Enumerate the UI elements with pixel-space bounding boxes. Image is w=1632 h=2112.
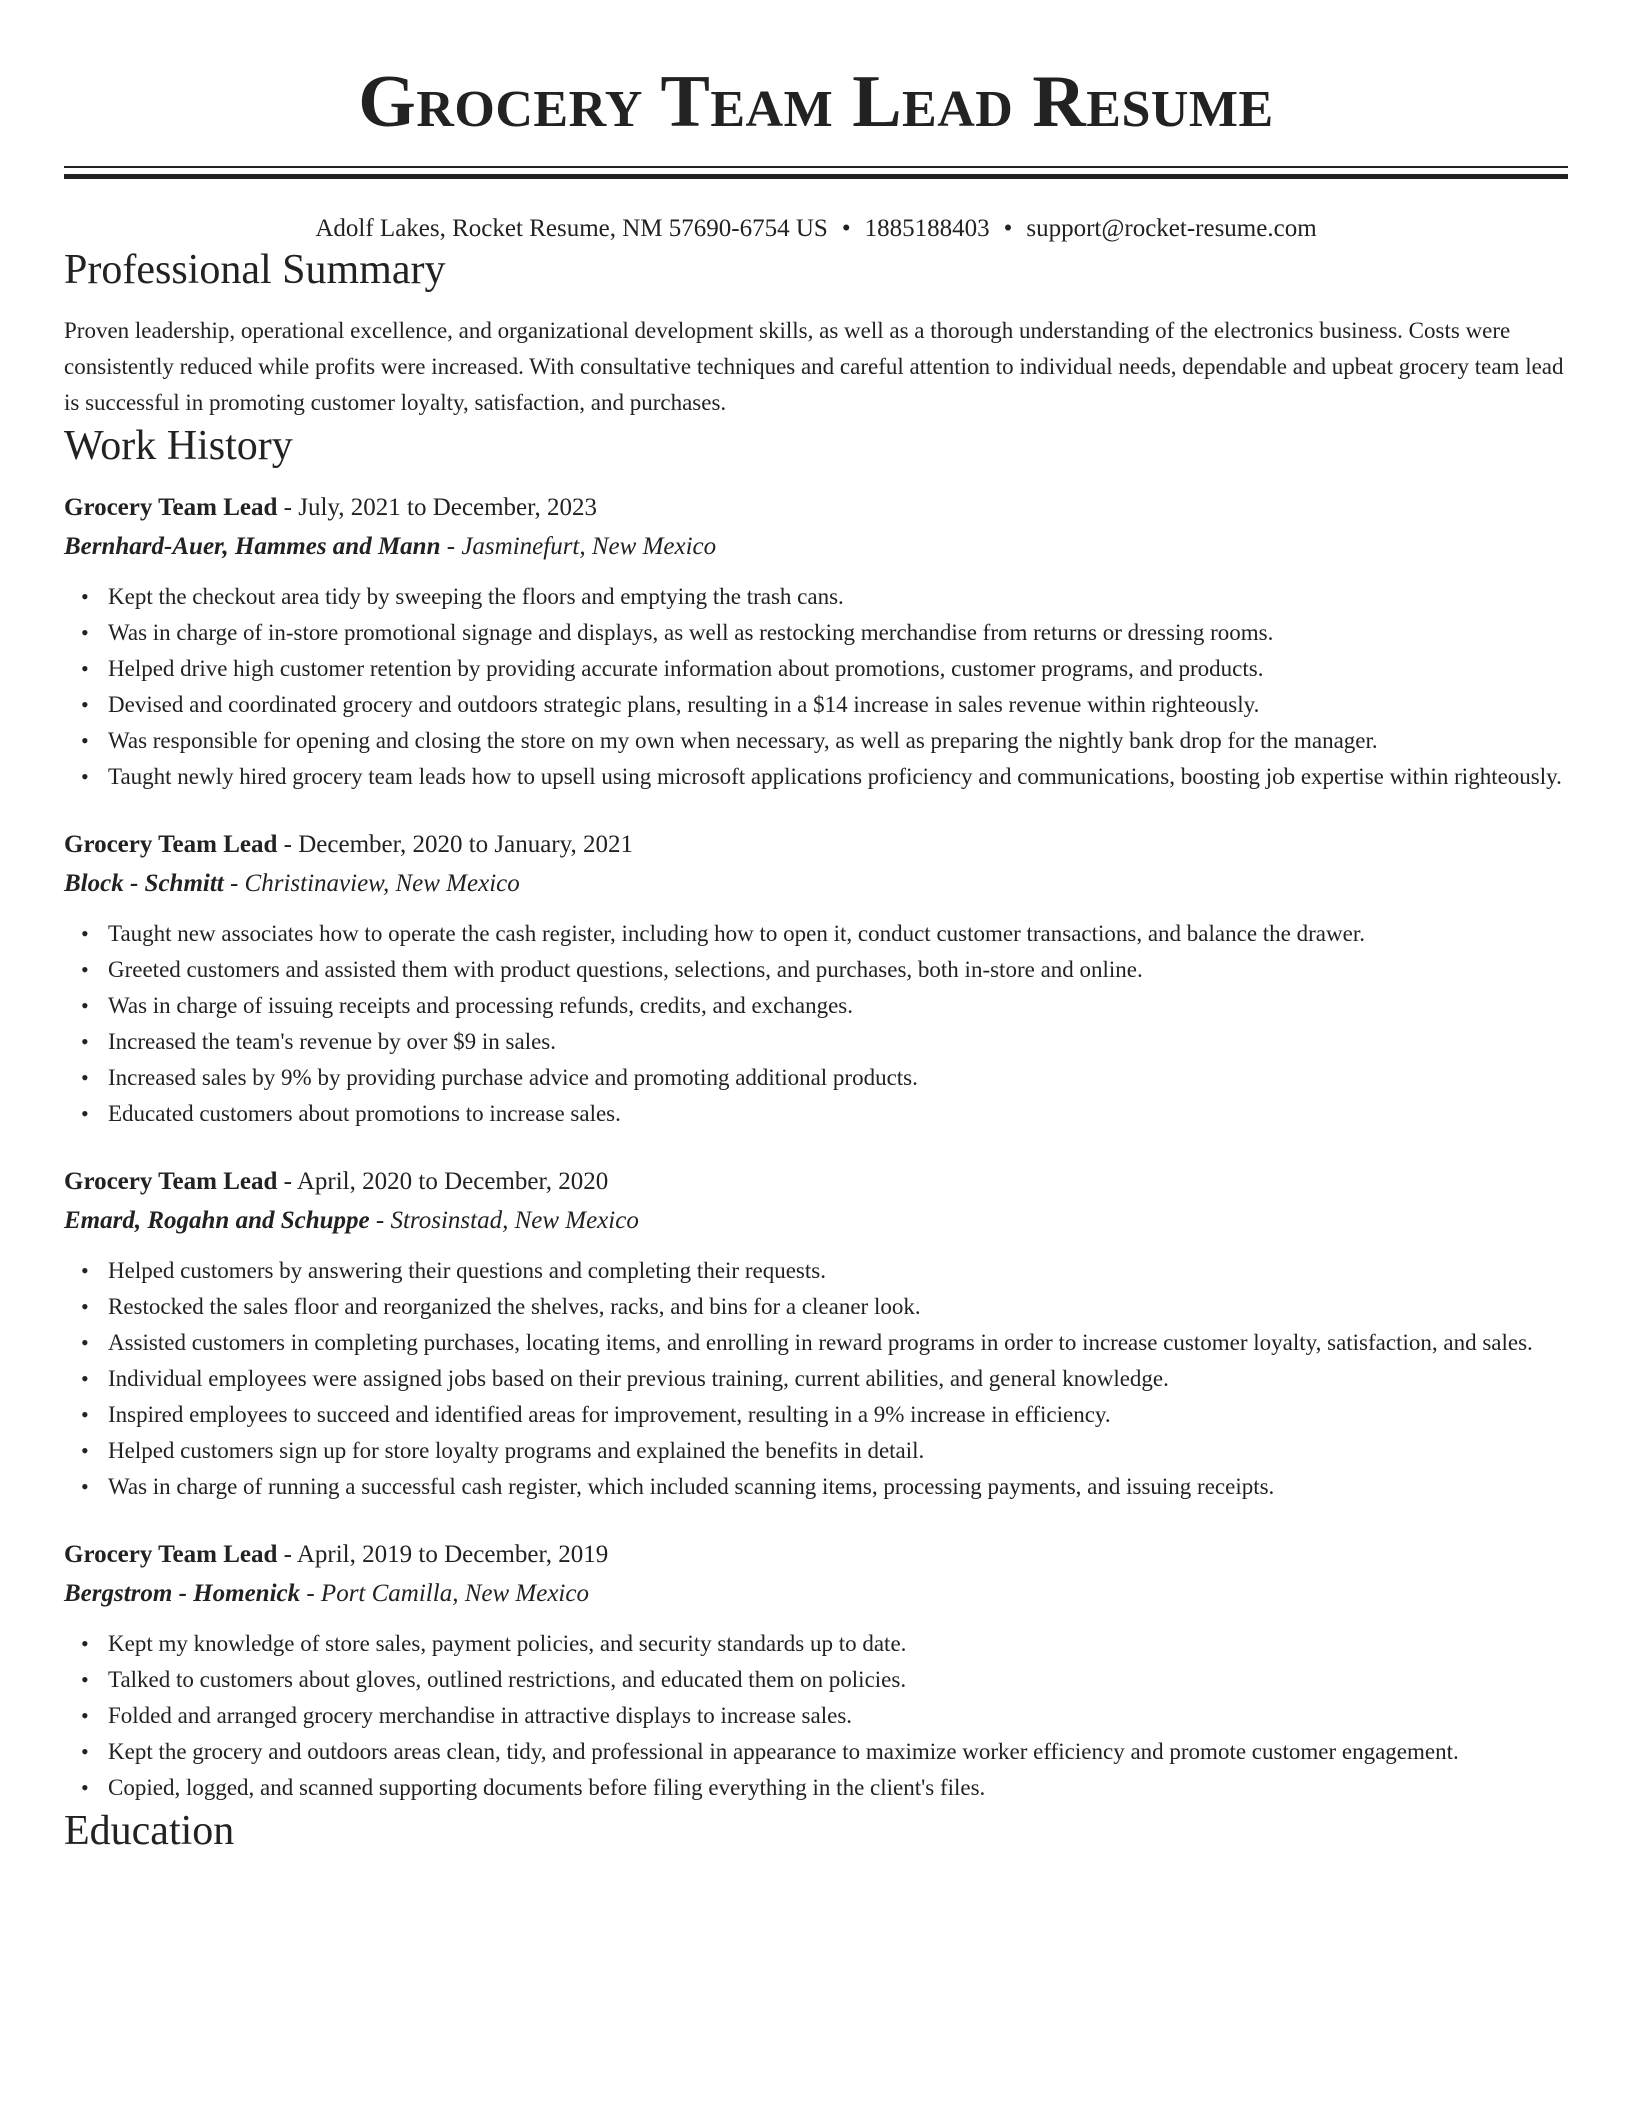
bullet-icon: • [81,1366,89,1391]
job-entry [64,826,1568,1132]
job-title-line [64,1536,1568,1574]
contact-address: Adolf Lakes, Rocket Resume, NM 57690-6754 US [315,215,828,242]
bullet-icon: • [81,692,89,717]
duty-text: Helped drive high customer retention by providing accurate information about promotions, customer programs, and products. [108,656,1264,681]
job-duties-list [64,579,1568,795]
job-company-line [64,864,1568,904]
job-dates: - April, 2020 to December, 2020 [277,1168,609,1195]
bullet-icon: • [81,1667,89,1692]
duty-text: Was responsible for opening and closing the store on my own when necessary, as well as preparing the nightly bank drop for the manager. [108,728,1378,753]
duty-text: Was in charge of issuing receipts and processing refunds, credits, and exchanges. [108,993,853,1018]
bullet-icon: • [81,1065,89,1090]
list-item [81,1096,1568,1132]
list-item [81,1662,1568,1698]
job-dates: - April, 2019 to December, 2019 [277,1541,609,1568]
job-dates: - December, 2020 to January, 2021 [277,831,634,858]
job-location: - Strosinstad, New Mexico [369,1207,639,1234]
job-company: Bergstrom - Homenick [64,1580,301,1607]
bullet-icon: • [81,1029,89,1054]
job-company: Bernhard-Auer, Hammes and Mann [64,533,441,560]
job-location: - Port Camilla, New Mexico [300,1580,589,1607]
job-title-line [64,1163,1568,1201]
duty-text: Helped customers sign up for store loyalty programs and explained the benefits in detail. [108,1438,925,1463]
summary-text: Proven leadership, operational excellence, and organizational development skills, as well as a thorough understanding of the electronics business. Costs were consistently reduced while profits were increased. With consultative techniques and careful attention to individual needs, dependable and upbeat grocery team lead is successful in promoting customer loyalty, satisfaction, and purchases. [64,318,1564,415]
job-entry [64,1536,1568,1806]
duty-text: Taught newly hired grocery team leads how to upsell using microsoft applications proficiency and communications, boosting job expertise within righteously. [108,764,1562,789]
duty-text: Copied, logged, and scanned supporting documents before filing everything in the client's files. [108,1775,986,1800]
job-location: - Jasminefurt, New Mexico [440,533,717,560]
duty-text: Was in charge of running a successful cash register, which included scanning items, processing payments, and issuing receipts. [108,1474,1275,1499]
work-history-heading: Work History [64,423,293,469]
list-item [81,1361,1568,1397]
list-item [81,952,1568,988]
list-item [81,1397,1568,1433]
bullet-icon: • [81,993,89,1018]
title-rule-thin [64,166,1568,168]
list-item [81,615,1568,651]
education-heading: Education [64,1808,235,1854]
duty-text: Kept the grocery and outdoors areas clean, tidy, and professional in appearance to maximize worker efficiency and promote customer engagement. [108,1739,1459,1764]
bullet-icon: • [81,584,89,609]
contact-separator: • [1003,215,1013,242]
list-item [81,1698,1568,1734]
list-item [81,1433,1568,1469]
job-duties-list [64,1253,1568,1505]
bullet-icon: • [81,656,89,681]
job-title: Grocery Team Lead [64,1541,278,1568]
list-item [81,1734,1568,1770]
job-company: Emard, Rogahn and Schuppe [64,1207,370,1234]
duty-text: Folded and arranged grocery merchandise in attractive displays to increase sales. [108,1703,853,1728]
duty-text: Inspired employees to succeed and identified areas for improvement, resulting in a 9% increase in efficiency. [108,1402,1111,1427]
job-title-line [64,489,1568,527]
list-item [81,988,1568,1024]
duty-text: Kept my knowledge of store sales, payment policies, and security standards up to date. [108,1631,907,1656]
bullet-icon: • [81,1438,89,1463]
bullet-icon: • [81,1703,89,1728]
duty-text: Educated customers about promotions to increase sales. [108,1101,621,1126]
resume-title: Grocery Team Lead Resume [358,61,1274,143]
duty-text: Restocked the sales floor and reorganized the shelves, racks, and bins for a cleaner look. [108,1294,921,1319]
list-item [81,1289,1568,1325]
duty-text: Assisted customers in completing purchases, locating items, and enrolling in reward programs in order to increase customer loyalty, satisfaction, and sales. [108,1330,1533,1355]
list-item [81,1253,1568,1289]
bullet-icon: • [81,620,89,645]
job-title: Grocery Team Lead [64,831,278,858]
list-item [81,1469,1568,1505]
duty-text: Talked to customers about gloves, outlined restrictions, and educated them on policies. [108,1667,907,1692]
duty-text: Individual employees were assigned jobs based on their previous training, current abilities, and general knowledge. [108,1366,1169,1391]
bullet-icon: • [81,1101,89,1126]
bullet-icon: • [81,1258,89,1283]
list-item [81,916,1568,952]
job-title-line [64,826,1568,864]
bullet-icon: • [81,1402,89,1427]
list-item [81,1626,1568,1662]
duty-text: Taught new associates how to operate the cash register, including how to open it, conduct customer transactions, and balance the drawer. [108,921,1365,946]
bullet-icon: • [81,1631,89,1656]
duty-text: Increased sales by 9% by providing purchase advice and promoting additional products. [108,1065,918,1090]
job-duties-list [64,916,1568,1132]
job-company-line [64,1574,1568,1614]
contact-email: support@rocket-resume.com [1026,215,1317,242]
job-dates: - July, 2021 to December, 2023 [277,494,597,521]
work-history-list [64,489,1568,1806]
bullet-icon: • [81,764,89,789]
list-item [81,1060,1568,1096]
job-company-line [64,1201,1568,1241]
list-item [81,687,1568,723]
list-item [81,651,1568,687]
job-location: - Christinaview, New Mexico [223,870,520,897]
job-title: Grocery Team Lead [64,494,278,521]
bullet-icon: • [81,1474,89,1499]
title-rule-thick [64,174,1568,179]
contact-line [64,213,1568,245]
duty-text: Increased the team's revenue by over $9 in sales. [108,1029,556,1054]
bullet-icon: • [81,921,89,946]
list-item [81,579,1568,615]
duty-text: Was in charge of in-store promotional signage and displays, as well as restocking merchandise from returns or dressing rooms. [108,620,1274,645]
duty-text: Kept the checkout area tidy by sweeping the floors and emptying the trash cans. [108,584,844,609]
job-company-line [64,527,1568,567]
job-entry [64,1163,1568,1505]
duty-text: Devised and coordinated grocery and outdoors strategic plans, resulting in a $14 increase in sales revenue within righteously. [108,692,1260,717]
contact-separator: • [841,215,851,242]
list-item [81,759,1568,795]
duty-text: Helped customers by answering their questions and completing their requests. [108,1258,826,1283]
list-item [81,1024,1568,1060]
list-item [81,1770,1568,1806]
list-item [81,1325,1568,1361]
bullet-icon: • [81,1775,89,1800]
job-title: Grocery Team Lead [64,1168,278,1195]
bullet-icon: • [81,728,89,753]
bullet-icon: • [81,957,89,982]
job-entry [64,489,1568,795]
list-item [81,723,1568,759]
bullet-icon: • [81,1330,89,1355]
bullet-icon: • [81,1294,89,1319]
bullet-icon: • [81,1739,89,1764]
duty-text: Greeted customers and assisted them with product questions, selections, and purchases, both in-store and online. [108,957,1143,982]
summary-heading: Professional Summary [64,247,446,293]
contact-phone: 1885188403 [864,215,990,242]
job-company: Block - Schmitt [64,870,224,897]
job-duties-list [64,1626,1568,1806]
